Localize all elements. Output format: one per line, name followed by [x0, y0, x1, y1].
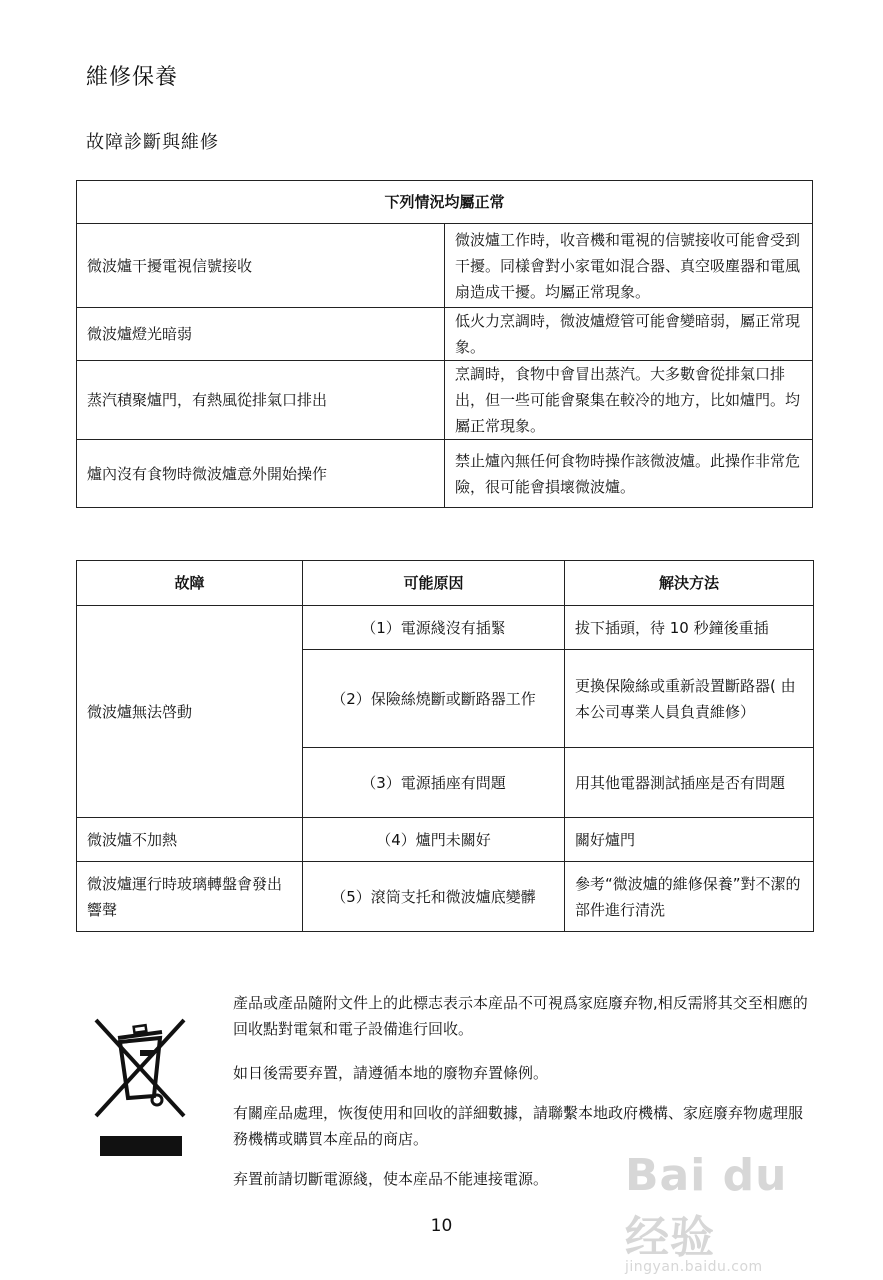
- header-cause: 可能原因: [303, 561, 565, 606]
- explanation-cell: 微波爐工作時，收音機和電視的信號接收可能會受到干擾。同樣會對小家電如混合器、真空吸塵器和電風扇造成干擾。均屬正常現象。: [445, 224, 813, 308]
- cause-cell: （2）保險絲燒斷或斷路器工作: [303, 650, 565, 748]
- watermark-brand: Bai du 经验: [625, 1150, 788, 1263]
- solution-cell: 關好爐門: [565, 818, 814, 862]
- cause-cell: （1）電源綫沒有插緊: [303, 606, 565, 650]
- fault-cell: 微波爐無法啓動: [77, 606, 303, 818]
- disposal-paragraph-2: 如日後需要弃置，請遵循本地的廢物弃置條例。: [233, 1064, 549, 1082]
- table-row: [77, 361, 813, 440]
- situation-cell: 爐內沒有食物時微波爐意外開始操作: [77, 440, 445, 508]
- table-row: [77, 818, 814, 862]
- section-title: 故障診斷與維修: [86, 132, 219, 153]
- fault-cell: 微波爐不加熱: [77, 818, 303, 862]
- disposal-paragraph-1: 產品或產品隨附文件上的此標志表示本産品不可視爲家庭廢弃物,相反需將其交至相應的回收點對電氣和電子設備進行回收。: [233, 994, 808, 1038]
- solution-cell: 更換保險絲或重新設置斷路器( 由本公司專業人員負責維修）: [565, 650, 814, 748]
- explanation-cell: 烹調時，食物中會冒出蒸汽。大多數會從排氣口排出，但一些可能會聚集在較冷的地方，比如爐門。均屬正常現象。: [445, 361, 813, 440]
- situation-cell: 微波爐燈光暗弱: [77, 308, 445, 361]
- cause-cell: （3）電源插座有問題: [303, 748, 565, 818]
- troubleshooting-table: [76, 560, 814, 932]
- situation-cell: 蒸汽積聚爐門，有熱風從排氣口排出: [77, 361, 445, 440]
- header-solution: 解決方法: [565, 561, 814, 606]
- table-row: [77, 606, 814, 650]
- solution-cell: 拔下插頭，待 10 秒鐘後重插: [565, 606, 814, 650]
- header-fault: 故障: [77, 561, 303, 606]
- disposal-paragraph-3: 有關産品處理，恢復使用和回收的詳細數據，請聯繫本地政府機構、家庭廢弃物處理服務機構或購買本産品的商店。: [233, 1104, 804, 1148]
- page-title: 維修保養: [86, 65, 179, 90]
- cause-cell: （4）爐門未關好: [303, 818, 565, 862]
- explanation-cell: 禁止爐內無任何食物時操作該微波爐。此操作非常危險，很可能會損壞微波爐。: [445, 440, 813, 508]
- normal-situations-table: [76, 180, 813, 508]
- weee-crossed-bin-icon: [90, 1012, 190, 1162]
- table-row: [77, 224, 813, 308]
- disposal-paragraph-4: 弃置前請切斷電源綫，使本産品不能連接電源。: [233, 1170, 549, 1188]
- table-row: [77, 308, 813, 361]
- cause-cell: （5）滾筒支托和微波爐底變髒: [303, 862, 565, 932]
- solution-cell: 用其他電器測試插座是否有問題: [565, 748, 814, 818]
- explanation-cell: 低火力烹調時，微波爐燈管可能會變暗弱，屬正常現象。: [445, 308, 813, 361]
- table-row: [77, 862, 814, 932]
- baidu-watermark: [625, 1150, 835, 1275]
- table-title: 下列情況均屬正常: [77, 181, 813, 224]
- fault-cell: 微波爐運行時玻璃轉盤會發出響聲: [77, 862, 303, 932]
- watermark-url: jingyan.baidu.com: [625, 1259, 763, 1275]
- solution-cell: 參考“微波爐的維修保養”對不潔的部件進行清洗: [565, 862, 814, 932]
- situation-cell: 微波爐干擾電視信號接收: [77, 224, 445, 308]
- page-number: 10: [430, 1216, 453, 1236]
- table-row: [77, 440, 813, 508]
